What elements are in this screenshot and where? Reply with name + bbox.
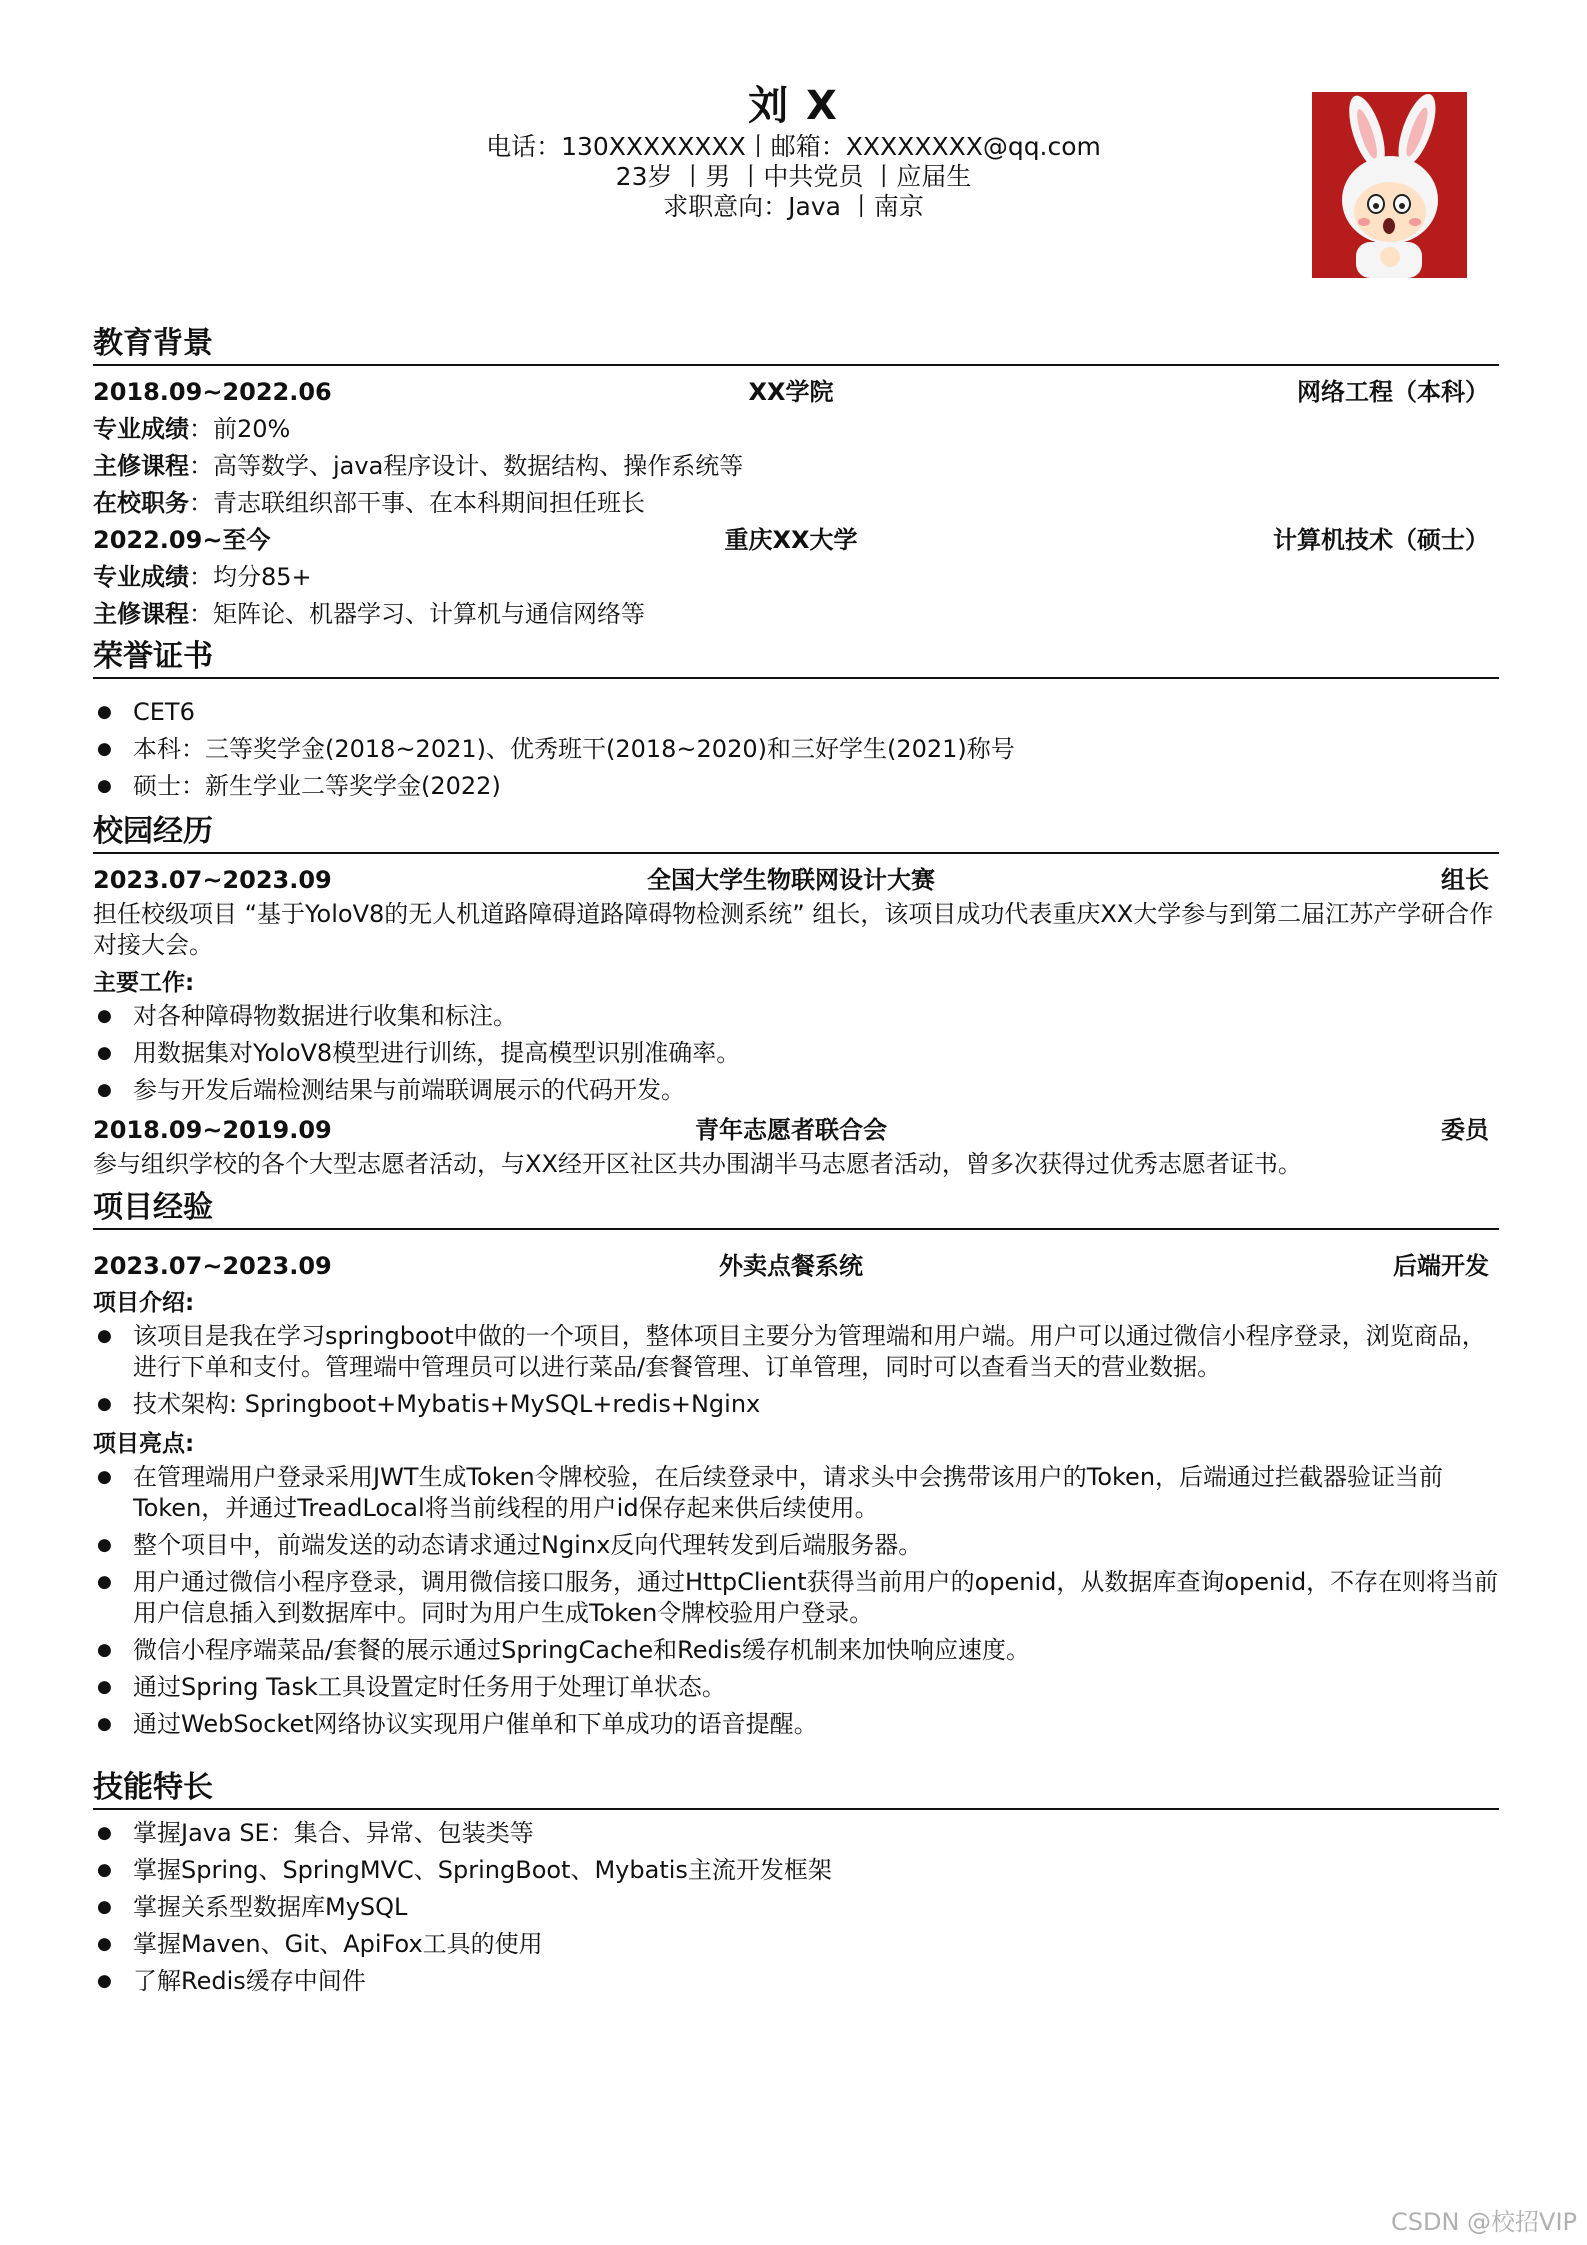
section-divider (93, 1228, 1499, 1230)
project-highlight-label: 项目亮点: (93, 1431, 195, 1457)
education-detail: 在校职务：青志联组织部干事、在本科期间担任班长 (93, 489, 645, 517)
section-title-campus: 校园经历 (93, 814, 213, 849)
campus-period: 2023.07~2023.09 (93, 866, 332, 894)
cartoon-avatar-icon (1312, 92, 1467, 278)
campus-work-label: 主要工作: (93, 970, 195, 996)
section-divider (93, 852, 1499, 854)
education-period: 2018.09~2022.06 (93, 378, 332, 406)
campus-entry-header (93, 862, 1499, 899)
list-item: ● 掌握Java SE：集合、异常、包装类等 (93, 1818, 1499, 1849)
campus-role: 组长 (1440, 866, 1489, 894)
profile-photo (1312, 92, 1467, 278)
education-detail: 主修课程：矩阵论、机器学习、计算机与通信网络等 (93, 600, 645, 628)
section-title-projects: 项目经验 (93, 1190, 213, 1225)
project-intro-label: 项目介绍: (93, 1290, 195, 1316)
job-intent-line: 求职意向：Java 丨南京 (663, 192, 924, 221)
resume-content (93, 320, 1499, 2003)
list-item: ● 掌握Maven、Git、ApiFox工具的使用 (93, 1929, 1499, 1960)
education-entry-header (93, 374, 1499, 411)
campus-role: 委员 (1440, 1116, 1489, 1144)
list-item: ● 该项目是我在学习springboot中做的一个项目，整体项目主要分为管理端和用户端。用户可以通过微信小程序登录，浏览商品，进行下单和支付。管理端中管理员可以进行菜品/套餐管理、订单管理，同时可以查看当天的营业数据。 (93, 1321, 1499, 1383)
education-school: 重庆XX大学 (724, 526, 858, 554)
section-divider (93, 364, 1499, 366)
list-item: ● 本科：三等奖学金(2018~2021)、优秀班干(2018~2020)和三好学生(2021)称号 (93, 734, 1499, 765)
honors-list (93, 697, 1499, 802)
skills-list (93, 1818, 1499, 1997)
list-item: ● 技术架构: Springboot+Mybatis+MySQL+redis+Nginx (93, 1389, 1499, 1420)
list-item: ● 硕士：新生学业二等奖学金(2022) (93, 771, 1499, 802)
list-item: ● 整个项目中，前端发送的动态请求通过Nginx反向代理转发到后端服务器。 (93, 1530, 1499, 1561)
section-divider (93, 677, 1499, 679)
list-item: ● 参与开发后端检测结果与前端联调展示的代码开发。 (93, 1075, 1499, 1106)
education-period: 2022.09~至今 (93, 526, 271, 554)
project-name: 外卖点餐系统 (718, 1252, 863, 1280)
list-item: ● 通过Spring Task工具设置定时任务用于处理订单状态。 (93, 1672, 1499, 1703)
education-entry-header (93, 522, 1499, 559)
section-divider (93, 1808, 1499, 1810)
list-item: ● 通过WebSocket网络协议实现用户催单和下单成功的语音提醒。 (93, 1709, 1499, 1740)
campus-description: 参与组织学校的各个大型志愿者活动，与XX经开区社区共办围湖半马志愿者活动，曾多次获得过优秀志愿者证书。 (93, 1150, 1302, 1178)
list-item: ● 了解Redis缓存中间件 (93, 1966, 1499, 1997)
project-entry-header (93, 1248, 1499, 1285)
project-period: 2023.07~2023.09 (93, 1252, 332, 1280)
campus-period: 2018.09~2019.09 (93, 1116, 332, 1144)
section-title-education: 教育背景 (93, 326, 213, 361)
list-item: ● CET6 (93, 697, 1499, 728)
education-detail: 主修课程：高等数学、java程序设计、数据结构、操作系统等 (93, 452, 744, 480)
project-intro-list (93, 1321, 1499, 1420)
campus-org: 全国大学生物联网设计大赛 (646, 866, 935, 894)
list-item: ● 掌握关系型数据库MySQL (93, 1892, 1499, 1923)
candidate-name: 刘 X (748, 83, 839, 129)
project-highlight-list (93, 1462, 1499, 1740)
contact-line: 电话：130XXXXXXXX丨邮箱：XXXXXXXX@qq.com (486, 132, 1101, 161)
list-item: ● 用户通过微信小程序登录，调用微信接口服务，通过HttpClient获得当前用户的openid，从数据库查询openid，不存在则将当前用户信息插入到数据库中。同时为用户生成Token令牌校验用户登录。 (93, 1567, 1499, 1629)
list-item: ● 用数据集对YoloV8模型进行训练，提高模型识别准确率。 (93, 1038, 1499, 1069)
section-title-honors: 荣誉证书 (93, 639, 213, 674)
education-school: XX学院 (748, 378, 834, 406)
education-major: 计算机技术（硕士） (1272, 526, 1489, 554)
campus-entry-header (93, 1112, 1499, 1149)
education-detail: 专业成绩：前20% (93, 415, 291, 443)
education-major: 网络工程（本科） (1296, 378, 1489, 406)
basic-info-line: 23岁 丨男 丨中共党员 丨应届生 (615, 162, 972, 191)
campus-work-list (93, 1001, 1499, 1106)
section-title-skills: 技能特长 (93, 1770, 213, 1805)
project-role: 后端开发 (1392, 1252, 1489, 1280)
list-item: ● 微信小程序端菜品/套餐的展示通过SpringCache和Redis缓存机制来加快响应速度。 (93, 1635, 1499, 1666)
campus-org: 青年志愿者联合会 (694, 1116, 887, 1144)
list-item: ● 掌握Spring、SpringMVC、SpringBoot、Mybatis主流开发框架 (93, 1855, 1499, 1886)
campus-description: 担任校级项目 “基于YoloV8的无人机道路障碍道路障碍物检测系统” 组长，该项目成功代表重庆XX大学参与到第二届江苏产学研合作对接大会。 (93, 900, 1494, 959)
watermark: CSDN @校招VIP (1390, 2208, 1577, 2236)
list-item: ● 在管理端用户登录采用JWT生成Token令牌校验，在后续登录中，请求头中会携带该用户的Token，后端通过拦截器验证当前Token，并通过TreadLocal将当前线程的用户id保存起来供后续使用。 (93, 1462, 1499, 1524)
list-item: ● 对各种障碍物数据进行收集和标注。 (93, 1001, 1499, 1032)
education-detail: 专业成绩：均分85+ (93, 563, 312, 591)
